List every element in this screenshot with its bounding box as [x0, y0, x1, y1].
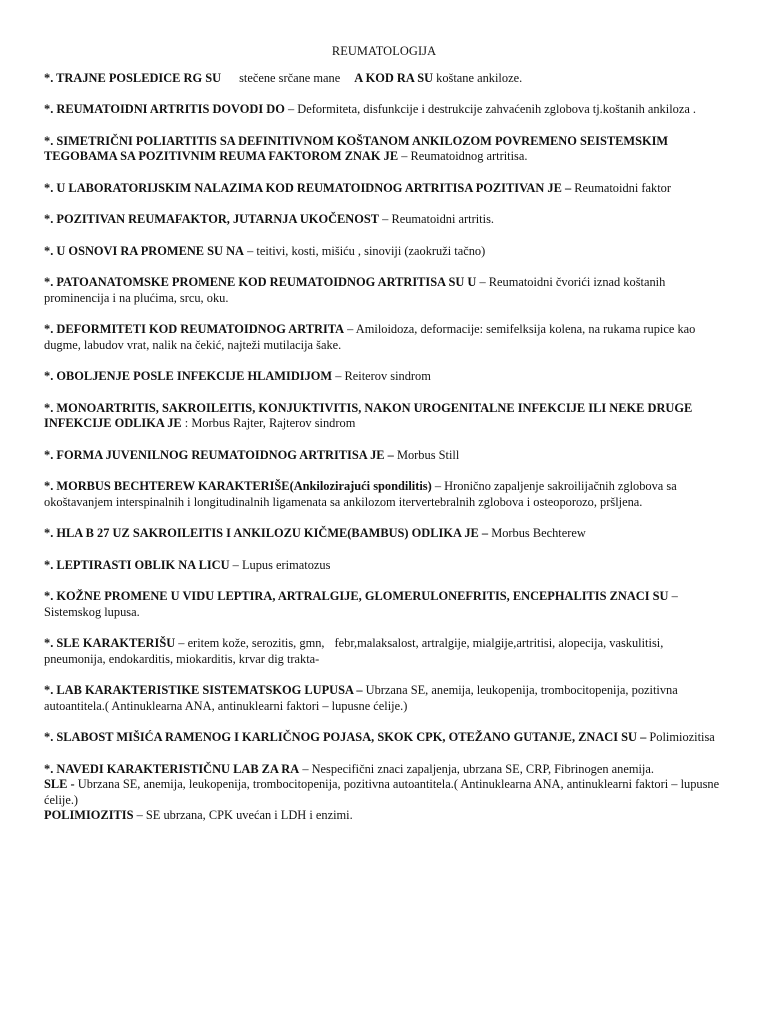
answer: – Deformiteta, disfunkcije i destrukcije zahvaćenih zglobova tj.koštanih ankiloza .: [284, 102, 697, 116]
list-item: [44, 730, 724, 746]
question: *. NAVEDI KARAKTERISTIČNU LAB ZA RA: [44, 761, 300, 776]
question: *. DEFORMITETI KOD REUMATOIDNOG ARTRITA: [44, 322, 345, 336]
list-item: [44, 369, 724, 385]
answer: – Sistemskog lupusa.: [44, 589, 678, 619]
list-item: [44, 589, 724, 620]
answer: – Reumatoidni čvorići iznad koštanih prominencija i na plućima, srcu, oku.: [44, 275, 666, 305]
answer: – SE ubrzana, CPK uvećan i LDH i enzimi.: [133, 808, 353, 822]
question: *. SLABOST MIŠIĆA RAMENOG I KARLIČNOG POJASA, SKOK CPK, OTEŽANO GUTANJE, ZNACI SU –: [44, 730, 647, 744]
list-item: [44, 102, 724, 118]
question: *. POZITIVAN REUMAFAKTOR, JUTARNJA UKOČENOST: [44, 212, 380, 226]
answer: – Hronično zapaljenje sakroilijačnih zglobova sa okoštavanjem interspinalnih i longitudinalnih ligamenata sa ankilozom itervertebralnih zglobova i osteoporozo, pršljena.: [44, 479, 677, 509]
answer: Morbus Bechterew: [488, 526, 586, 540]
list-item: [44, 71, 724, 87]
list-item: [44, 322, 724, 353]
question: *. PATOANATOMSKE PROMENE KOD REUMATOIDNOG ARTRITISA SU U: [44, 275, 477, 289]
list-item: [44, 244, 724, 260]
question: *. FORMA JUVENILNOG REUMATOIDNOG ARTRITISA JE –: [44, 447, 394, 462]
question: *. HLA B 27 UZ SAKROILEITIS I ANKILOZU KIČME(BAMBUS) ODLIKA JE –: [44, 526, 489, 540]
question: *. OBOLJENJE POSLE INFEKCIJE HLAMIDIJOM: [44, 369, 333, 383]
list-item: [44, 479, 724, 510]
page-title: REUMATOLOGIJA: [331, 44, 437, 58]
answer: stečene srčane mane: [239, 70, 341, 85]
answer: Ubrzana SE, anemija, leukopenija, trombocitopenija, pozitivna autoantitela.( Antinuklearna ANA, antinuklearni faktori – lupusne ćelije.): [44, 683, 678, 713]
sle-label: SLE -: [44, 777, 75, 791]
list-item: [44, 636, 724, 667]
list-item: [44, 448, 724, 464]
list-item: [44, 526, 724, 542]
question: *. MONOARTRITIS, SAKROILEITIS, KONJUKTIVITIS, NAKON UROGENITALNE INFEKCIJE ILI NEKE DRUGE INFEKCIJE ODLIKA JE: [44, 400, 693, 430]
question: *. LEPTIRASTI OBLIK NA LICU: [44, 557, 230, 572]
polimiozitis-label: POLIMIOZITIS: [44, 808, 134, 822]
answer: – Reumatoidni artritis.: [379, 212, 494, 226]
question: *. U LABORATORIJSKIM NALAZIMA KOD REUMATOIDNOG ARTRITISA POZITIVAN JE –: [44, 180, 572, 195]
list-item: [44, 134, 724, 165]
list-item: [44, 401, 724, 432]
answer: : Morbus Rajter, Rajterov sindrom: [181, 416, 356, 430]
question: *. U OSNOVI RA PROMENE SU NA: [44, 243, 244, 258]
question: *. LAB KARAKTERISTIKE SISTEMATSKOG LUPUSA –: [44, 683, 363, 697]
answer: – eritem kože, serozitis, gmn,: [175, 636, 325, 650]
list-item: [44, 212, 724, 228]
list-item: [44, 683, 724, 714]
answer: – Reiterov sindrom: [332, 369, 431, 383]
question: *. MORBUS BECHTEREW KARAKTERIŠE(Ankilozirajući spondilitis): [44, 479, 432, 493]
answer: koštane ankiloze.: [436, 70, 523, 85]
question: A KOD RA SU: [354, 70, 434, 85]
answer: – Reumatoidnog artritisa.: [398, 149, 528, 163]
answer: – Lupus erimatozus: [229, 557, 331, 572]
list-item: [44, 275, 724, 306]
question: *. TRAJNE POSLEDICE RG SU: [44, 70, 222, 85]
list-item: [44, 558, 724, 574]
answer: – Nespecifični znaci zapaljenja, ubrzana SE, CRP, Fibrinogen anemija.: [299, 761, 654, 776]
answer: Reumatoidni faktor: [571, 180, 671, 195]
answer: – Amiloidoza, deformacije: semifelksija kolena, na rukama rupice kao dugme, labudov vrat, nalik na čekić, najteži mutilacija šake.: [44, 322, 696, 352]
answer: febr,malaksalost, artralgije, mialgije,artritisi, alopecija, vaskulitisi, pneumonija, endokarditis, miokarditis, krvar dig trakta-: [44, 636, 664, 666]
question: *. SIMETRIČNI POLIARTITIS SA DEFINITIVNOM KOŠTANOM ANKILOZOM POVREMENO SEISTEMSKIM TEGOBAMA SA POZITIVNIM REUMA FAKTOROM ZNAK JE: [44, 133, 669, 163]
answer: Morbus Still: [393, 447, 460, 462]
question: *. KOŽNE PROMENE U VIDU LEPTIRA, ARTRALGIJE, GLOMERULONEFRITIS, ENCEPHALITIS ZNACI SU: [44, 589, 669, 603]
answer: Ubrzana SE, anemija, leukopenija, trombocitopenija, pozitivna autoantitela.( Antinuklearna ANA, antinuklearni faktori – lupusne ćelije.): [44, 777, 720, 807]
question: *. SLE KARAKTERIŠU: [44, 636, 176, 650]
list-item: [44, 181, 724, 197]
list-item: [44, 762, 724, 824]
answer: – teitivi, kosti, mišiću , sinoviji (zaokruži tačno): [244, 243, 486, 258]
answer: Polimiozitisa: [646, 730, 715, 744]
question: *. REUMATOIDNI ARTRITIS DOVODI DO: [44, 102, 285, 116]
